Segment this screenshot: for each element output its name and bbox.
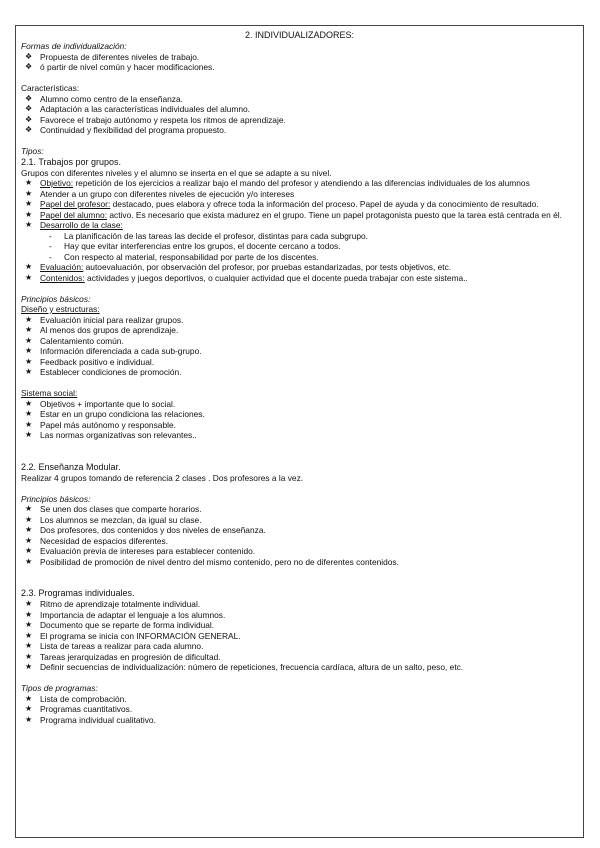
list-item: ★ Necesidad de espacios diferentes. <box>25 535 169 546</box>
star-bullet-icon: ★ <box>25 630 33 640</box>
star-bullet-icon: ★ <box>25 272 33 282</box>
formas-heading: Formas de individualización: <box>21 41 127 51</box>
dash-bullet-icon: - <box>49 230 52 241</box>
list-item: ★ Calentamiento común. <box>25 335 124 346</box>
star-bullet-icon: ★ <box>25 335 33 345</box>
star-bullet-icon: ★ <box>25 704 33 713</box>
sistema-social-list <box>21 399 578 441</box>
list-item: ★ Posibilidad de promoción de nivel dentro del mismo contenido, pero no de diferentes contenidos. <box>25 556 399 567</box>
star-bullet-icon: ★ <box>25 504 33 513</box>
star-bullet-icon: ★ <box>25 535 33 545</box>
star-bullet-icon: ★ <box>25 188 33 198</box>
section-2-1-title: 2.1. Trabajos por grupos. <box>21 156 122 167</box>
star-bullet-icon: ★ <box>25 178 33 187</box>
modular-list <box>21 504 578 567</box>
dash-bullet-icon: - <box>49 241 52 251</box>
list-item: ★ Atender a un grupo con diferentes niveles de ejecución y/o intereses <box>25 188 295 199</box>
list-item: ★ Evaluación previa de intereses para establecer contenido. <box>25 546 256 556</box>
section-2-2-title: 2.2. Enseñanza Modular. <box>21 461 121 472</box>
star-bullet-icon: ★ <box>25 525 33 534</box>
trabajos-grupos-list <box>21 178 578 231</box>
list-item: ★ Estar en un grupo condiciona las relaciones. <box>25 409 205 419</box>
list-item: ★ El programa se inicia con INFORMACIÓN GENERAL. <box>25 630 241 641</box>
list-item: ❖ Propuesta de diferentes niveles de trabajo. <box>25 51 200 62</box>
list-item: ★ Documento que se reparte de forma individual. <box>25 620 215 630</box>
star-bullet-icon: ★ <box>25 693 33 703</box>
star-bullet-icon: ★ <box>25 419 33 429</box>
star-bullet-icon: ★ <box>25 651 33 661</box>
diamond-bullet-icon: ❖ <box>25 62 33 71</box>
list-item: ★ Objetivo: repetición de los ejercicios a realizar bajo el mando del profesor y atendiendo a las diferencias individuales de los alumnos <box>25 178 530 188</box>
tipos-programas-heading: Tipos de programas: <box>21 683 98 693</box>
section-2-2-intro: Realizar 4 grupos tomando de referencia 2 clases . Dos profesores a la vez. <box>21 472 304 483</box>
star-bullet-icon: ★ <box>25 430 33 439</box>
star-bullet-icon: ★ <box>25 546 33 555</box>
list-item: ❖ Alumno como centro de la enseñanza. <box>25 93 183 104</box>
list-item: ★ Objetivos + importante que lo social. <box>25 398 176 409</box>
star-bullet-icon: ★ <box>25 314 33 324</box>
star-bullet-icon: ★ <box>25 209 33 219</box>
star-bullet-icon: ★ <box>25 556 33 566</box>
list-item: ★ Lista de tareas a realizar para cada alumno. <box>25 641 204 651</box>
diamond-bullet-icon: ❖ <box>25 104 33 113</box>
caracteristicas-heading: Características: <box>21 83 80 93</box>
list-item: ★ Feedback positivo e individual. <box>25 356 155 367</box>
tipos-programas-list <box>21 694 578 726</box>
list-item: ★ Se unen dos clases que comparte horarios. <box>25 504 202 514</box>
formas-list <box>21 52 578 73</box>
list-item: ★ Establecer condiciones de promoción. <box>25 367 182 377</box>
list-item: ★ Al menos dos grupos de aprendizaje. <box>25 325 179 335</box>
list-item: ★ Papel del profesor: destacado, pues elabora y ofrece toda la información del proceso. Papel de ayuda y da conocimiento de resultado. <box>25 199 539 209</box>
diseno-list <box>21 315 578 378</box>
document-frame <box>15 25 584 838</box>
section-2-3-title: 2.3. Programas individuales. <box>21 588 135 598</box>
list-item: ❖ Favorece el trabajo autónomo y respeta los ritmos de aprendizaje. <box>25 114 286 125</box>
star-bullet-icon: ★ <box>25 662 33 671</box>
star-bullet-icon: ★ <box>25 714 33 724</box>
star-bullet-icon: ★ <box>25 199 33 208</box>
list-item: - La planificación de las tareas las decide el profesor, distintas para cada subgrupo. <box>49 230 369 241</box>
list-item: ★ Evaluación: autoevaluación, por observación del profesor, por pruebas estandarizadas, por tests objetivos, etc. <box>25 262 452 272</box>
diamond-bullet-icon: ❖ <box>25 51 33 61</box>
star-bullet-icon: ★ <box>25 367 33 376</box>
evaluacion-list <box>21 262 578 283</box>
star-bullet-icon: ★ <box>25 599 33 608</box>
list-item: ★ Papel más autónomo y responsable. <box>25 419 176 430</box>
star-bullet-icon: ★ <box>25 325 33 334</box>
diamond-bullet-icon: ❖ <box>25 125 33 134</box>
section-2-1-intro: Grupos con diferentes niveles y el alumno se inserta en el que se adapte a su nivel. <box>21 167 332 178</box>
star-bullet-icon: ★ <box>25 220 33 229</box>
list-item: ★ Evaluación inicial para realizar grupos. <box>25 314 184 325</box>
list-item: ★ Importancia de adaptar el lenguaje a los alumnos. <box>25 609 226 620</box>
list-item: - Con respecto al material, responsabilidad por parte de los discentes. <box>49 251 319 262</box>
star-bullet-icon: ★ <box>25 346 33 355</box>
list-item: ★ Las normas organizativas son relevantes.. <box>25 430 197 440</box>
list-item: ★ Contenidos: actividades y juegos deportivos, o cualquier actividad que el docente pueda trabajar con este sistema.. <box>25 272 468 283</box>
star-bullet-icon: ★ <box>25 356 33 366</box>
list-item: ★ Ritmo de aprendizaje totalmente individual. <box>25 599 201 609</box>
dash-bullet-icon: - <box>49 251 52 262</box>
diamond-bullet-icon: ❖ <box>25 93 33 103</box>
star-bullet-icon: ★ <box>25 514 33 524</box>
list-item: ★ Papel del alumno: activo. Es necesario que exista madurez en el grupo. Tiene un papel protagonista puesto que la tarea está centrada en él. <box>25 209 562 220</box>
programas-list <box>21 599 578 673</box>
list-item: ★ Los alumnos se mezclan, da igual su clase. <box>25 514 202 525</box>
star-bullet-icon: ★ <box>25 641 33 650</box>
list-item: ★ Tareas jerarquizadas en progresión de dificultad. <box>25 651 221 662</box>
list-item: ❖ Adaptación a las características individuales del alumno. <box>25 104 250 114</box>
list-item: ★ Dos profesores, dos contenidos y dos niveles de enseñanza. <box>25 525 266 535</box>
desarrollo-list <box>21 231 578 263</box>
list-item: ★ Desarrollo de la clase: <box>25 220 123 230</box>
star-bullet-icon: ★ <box>25 398 33 408</box>
list-item: ★ Programas cuantitativos. <box>25 704 133 714</box>
list-item: ❖ ó partir de nivel común y hacer modificaciones. <box>25 62 215 72</box>
diamond-bullet-icon: ❖ <box>25 114 33 124</box>
list-item: ★ Lista de comprobación. <box>25 693 127 704</box>
star-bullet-icon: ★ <box>25 620 33 629</box>
star-bullet-icon: ★ <box>25 609 33 619</box>
list-item: ❖ Continuidad y flexibilidad del programa propuesto. <box>25 125 227 135</box>
diseno-heading: Diseño y estructuras: <box>21 304 100 314</box>
page-title: 2. INDIVIDUALIZADORES: <box>244 30 355 40</box>
list-item: ★ Información diferenciada a cada sub-grupo. <box>25 346 202 356</box>
principios-heading-2: Principios básicos: <box>21 493 91 504</box>
principios-heading: Principios básicos: <box>21 293 91 304</box>
list-item: ★ Definir secuencias de individualización: número de repeticiones, frecuencia cardíaca, altura de un salto, peso, etc. <box>25 662 464 672</box>
list-item: ★ Programa individual cualitativo. <box>25 714 156 725</box>
sistema-social-heading: Sistema social: <box>21 388 78 398</box>
tipos-heading: Tipos: <box>21 146 44 156</box>
star-bullet-icon: ★ <box>25 262 33 271</box>
list-item: - Hay que evitar interferencias entre los grupos, el docente cercano a todos. <box>49 241 341 251</box>
star-bullet-icon: ★ <box>25 409 33 418</box>
caracteristicas-list <box>21 94 578 136</box>
